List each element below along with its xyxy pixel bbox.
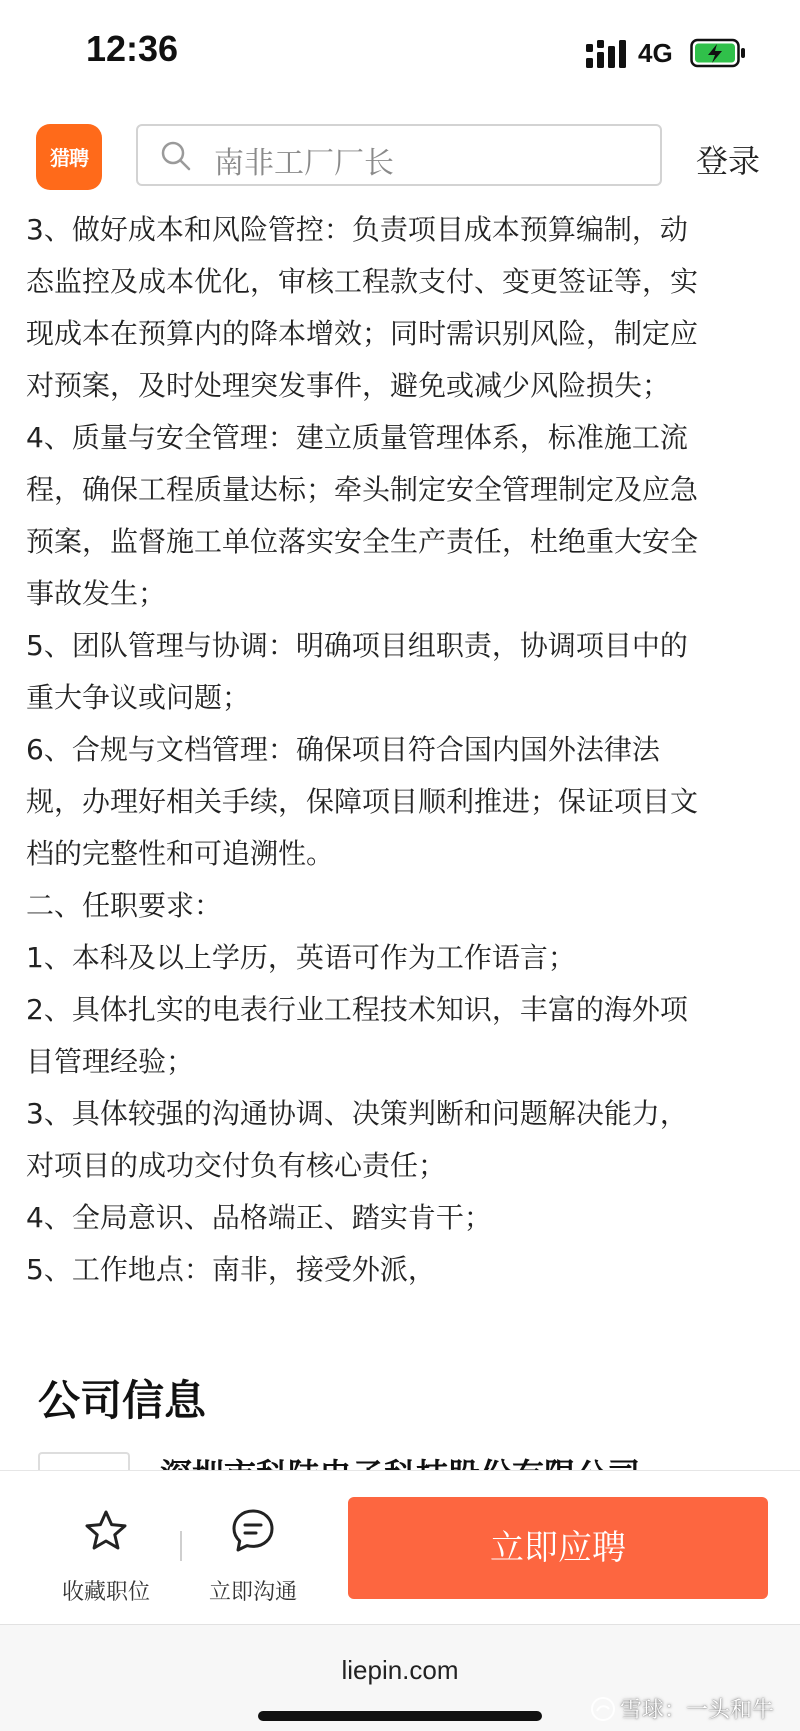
url-text: liepin.com (341, 1655, 459, 1685)
liepin-logo[interactable] (36, 124, 102, 190)
description-line: 1、本科及以上学历，英语可作为工作语言； (26, 941, 576, 974)
description-line: 态监控及成本优化，审核工程款支付、变更签证等，实 (26, 265, 699, 298)
description-line: 3、具体较强的沟通协调、决策判断和问题解决能力， (26, 1097, 688, 1130)
description-line: 事故发生； (26, 577, 167, 610)
chat-now-button[interactable] (198, 1471, 308, 1625)
description-line: 6、合规与文档管理：确保项目符合国内国外法律法 (26, 733, 660, 766)
action-divider (180, 1531, 182, 1561)
network-type: 4G (638, 38, 673, 68)
description-line: 5、工作地点：南非，接受外派， (26, 1253, 436, 1286)
description-line: 对项目的成功交付负有核心责任； (26, 1149, 447, 1182)
battery-charging-icon (690, 38, 746, 68)
login-link[interactable]: 登录 (696, 142, 761, 180)
job-description (26, 204, 778, 1296)
action-bar (0, 1470, 800, 1624)
description-line: 预案，监督施工单位落实安全生产责任，杜绝重大安全 (26, 525, 699, 558)
description-line: 4、全局意识、品格端正、踏实肯干； (26, 1201, 492, 1234)
snowball-icon (590, 1696, 616, 1722)
description-line: 重大争议或问题； (26, 681, 251, 714)
search-input[interactable] (136, 124, 662, 186)
description-line: 现成本在预算内的降本增效；同时需识别风险，制定应 (26, 317, 699, 350)
description-line: 规，办理好相关手续，保障项目顺利推进；保证项目文 (26, 785, 699, 818)
signal-icon (586, 40, 628, 68)
description-line: 程，确保工程质量达标；牵头制定安全管理制定及应急 (26, 473, 699, 506)
description-line: 3、做好成本和风险管控：负责项目成本预算编制，动 (26, 213, 688, 246)
watermark (590, 1693, 774, 1729)
status-time: 12:36 (86, 28, 179, 69)
search-icon (160, 140, 192, 172)
job-description-content (0, 210, 800, 1470)
apply-now-button[interactable]: 立即应聘 (348, 1497, 768, 1599)
watermark-text: 雪球：一头和牛 (620, 1698, 775, 1723)
favorite-job-button[interactable] (52, 1471, 160, 1625)
header (0, 110, 800, 210)
search-placeholder: 南非工厂厂长 (214, 146, 394, 181)
description-line: 2、具体扎实的电表行业工程技术知识，丰富的海外项 (26, 993, 688, 1026)
browser-url-bar[interactable] (0, 1624, 800, 1731)
description-line: 二、任职要求： (26, 889, 223, 922)
status-bar (0, 0, 800, 110)
description-line: 档的完整性和可追溯性。 (26, 837, 335, 870)
description-line: 4、质量与安全管理：建立质量管理体系，标准施工流 (26, 421, 688, 454)
description-line: 对预案，及时处理突发事件，避免或减少风险损失； (26, 369, 671, 402)
description-line: 目管理经验； (26, 1045, 195, 1078)
favorite-label: 收藏职位 (61, 1580, 150, 1605)
chat-label: 立即沟通 (208, 1580, 297, 1605)
company-section-title: 公司信息 (38, 1376, 207, 1425)
chat-bubble-icon (229, 1507, 277, 1555)
logo-text: 猎聘 (50, 146, 88, 170)
description-line: 5、团队管理与协调：明确项目组职责，协调项目中的 (26, 629, 688, 662)
home-indicator[interactable] (258, 1711, 542, 1721)
star-icon (82, 1507, 130, 1555)
